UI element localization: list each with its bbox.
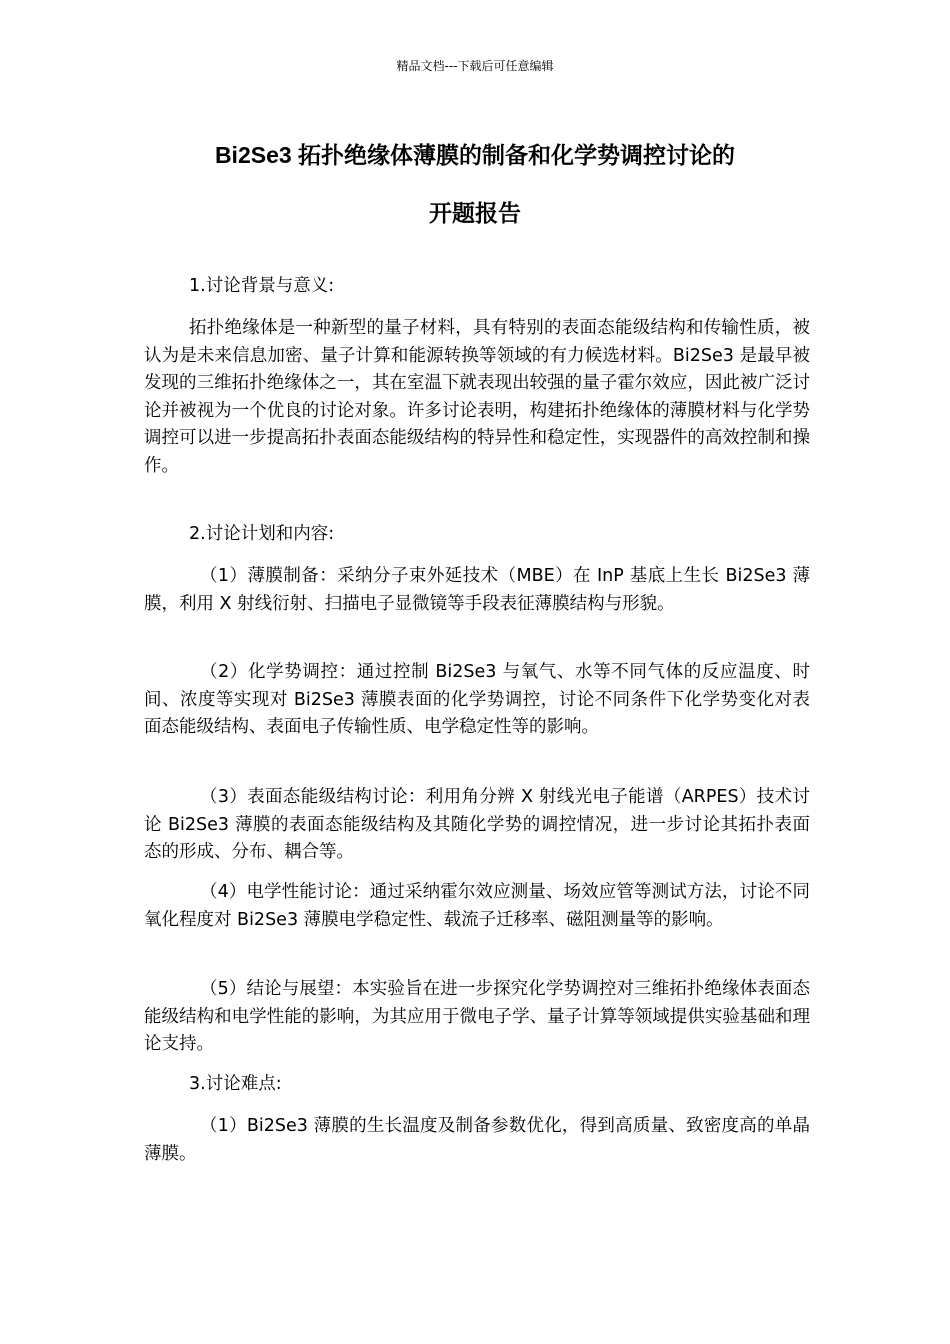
heading-plan <box>144 521 810 549</box>
section-heading: 1.讨论背景与意义: <box>189 276 335 296</box>
item-2 <box>144 659 810 742</box>
section-heading: 2.讨论计划和内容: <box>189 524 335 544</box>
list-item: （5）结论与展望：本实验旨在进一步探究化学势调控对三维拓扑绝缘体表面态能级结构和电学性能的影响，为其应用于微电子学、量子计算等领域提供实验基础和理论支持。 <box>144 979 810 1054</box>
item-5 <box>144 976 810 1059</box>
list-item: （3）表面态能级结构讨论：利用角分辨 X 射线光电子能谱（ARPES）技术讨论 Bi2Se3 薄膜的表面态能级结构及其随化学势的调控情况，进一步讨论其拓扑表面态的形成、分布、耦合等。 <box>144 787 810 862</box>
paragraph-background <box>144 315 810 480</box>
item-1 <box>144 563 810 618</box>
document-title-line-2: 开题报告 <box>429 200 521 226</box>
item-4 <box>144 879 810 934</box>
list-item: （4）电学性能讨论：通过采纳霍尔效应测量、场效应管等测试方法，讨论不同氧化程度对 Bi2Se3 薄膜电学稳定性、载流子迁移率、磁阻测量等的影响。 <box>144 882 810 930</box>
heading-difficulties <box>144 1071 810 1099</box>
section-heading: 3.讨论难点: <box>189 1074 282 1094</box>
heading-background <box>144 273 810 301</box>
list-item: （1）Bi2Se3 薄膜的生长温度及制备参数优化，得到高质量、致密度高的单晶薄膜。 <box>144 1116 810 1164</box>
list-item: （1）薄膜制备：采纳分子束外延技术（MBE）在 InP 基底上生长 Bi2Se3 薄膜，利用 X 射线衍射、扫描电子显微镜等手段表征薄膜结构与形貌。 <box>144 566 810 614</box>
header-watermark: 精品文档---下载后可任意编辑 <box>396 59 554 73</box>
list-item: （2）化学势调控：通过控制 Bi2Se3 与氧气、水等不同气体的反应温度、时间、浓度等实现对 Bi2Se3 薄膜表面的化学势调控，讨论不同条件下化学势变化对表面态能级结构、表面电子传输性质、电学稳定性等的影响。 <box>144 662 810 737</box>
item-3 <box>144 784 810 867</box>
paragraph: 拓扑绝缘体是一种新型的量子材料，具有特别的表面态能级结构和传输性质，被认为是未来信息加密、量子计算和能源转换等领域的有力候选材料。Bi2Se3 是最早被发现的三维拓扑绝缘体之一，其在室温下就表现出较强的量子霍尔效应，因此被广泛讨论并被视为一个优良的讨论对象。许多讨论表明，构建拓扑绝缘体的薄膜材料与化学势调控可以进一步提高拓扑表面态能级结构的特异性和稳定性，实现器件的高效控制和操作。 <box>144 318 810 476</box>
difficulty-item-1 <box>144 1113 810 1168</box>
document-title-line-1: Bi2Se3 拓扑绝缘体薄膜的制备和化学势调控讨论的 <box>214 142 736 168</box>
